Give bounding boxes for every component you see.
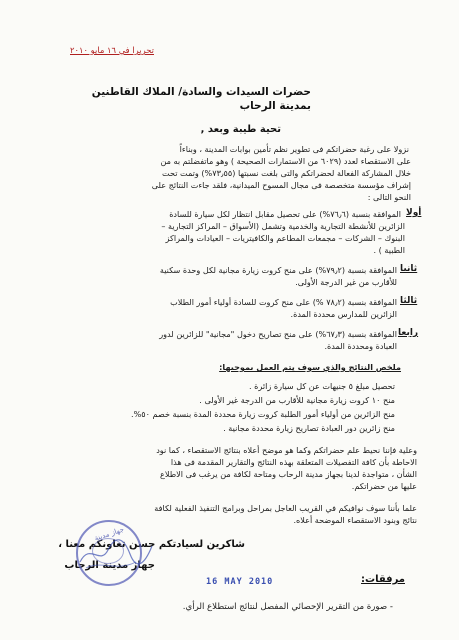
item-line: العبادة ومحددة المدة. <box>324 341 397 351</box>
item-label-first: أولا <box>406 208 422 218</box>
item-line: الزائرين للمدارس محددة المدة. <box>290 309 397 319</box>
closing-line: عليها من حضراتكم. <box>351 481 417 491</box>
handwritten-signature <box>76 532 156 574</box>
intro-line: إشراف مؤسسة متخصصة فى مجال المسوح الميدانية، فلقد جاءت النتائج على <box>151 180 411 190</box>
summary-heading: ملخص النتائج والذي سوف يتم العمل بموجبها: <box>219 362 401 372</box>
greeting: تحية طيبة وبعد , <box>200 124 281 135</box>
signatory: جهاز مدينة الرحاب <box>64 560 155 571</box>
item-line: للأقارب من غير الدرجة الأولى. <box>295 277 397 287</box>
addressee-line-1: حضرات السيدات والسادة/ الملاك القاطنين <box>91 86 311 98</box>
item-line: الزائرين للأنشطة التجارية والخدمية وتشمل (الأسواق – المراكز التجارية – <box>161 221 405 231</box>
closing-line: الشأن ، متواجدة لدينا بجهاز مدينة الرحاب ومتاحة لكافة من يرغب فى الاطلاع <box>160 469 417 479</box>
closing-line: الاحاطة بأن كافة التفصيلات المتعلقة بهذه النتائج والتقارير المقدمة فى هذا <box>170 457 417 467</box>
closing-line: نتائج وبنود الاستقصاء الموضحة أعلاه. <box>293 515 417 525</box>
closing-line: وعلية فإننا نحيط علم حضراتكم وكما هو موضح أعلاه بنتائج الاستقصاء ، كما نود <box>156 445 417 455</box>
intro-line: خلال المشاركة الفعالة لحضراتكم والتى بلغت نسبتها (٧٣٫٥٥%) وتمت تحت <box>162 168 411 178</box>
item-label-second: ثانيا <box>400 264 418 274</box>
summary-point: منح الزائرين من أولياء أمور الطلبة كروت زيارة محددة المدة بنسبة خصم ٥٠%. <box>131 409 395 419</box>
item-line: الموافقة بنسبة (٦٧٫٣%) على منح تصاريح دخول "مجانية" للزائرين لدور <box>159 329 397 339</box>
summary-point: منح زائرين دور العبادة تصاريح زيارة محددة مجانية . <box>223 423 395 433</box>
item-line: البنوك – الشركات – مجمعات المطاعم والكافيتريات – العيادات والمراكز <box>165 233 405 243</box>
closing-line: علما بأننا سوف نوافيكم في القريب العاجل بمراحل وبرامج التنفيذ الفعلية لكافة <box>154 503 417 513</box>
item-line: الموافقة بنسبة (٧٨٫٢ %) على منح كروت للسادة أولياء أمور الطلاب <box>170 297 397 307</box>
thanks-line: شاكرين لسيادتكم حسن تعاونكم معنا ، <box>58 539 245 550</box>
item-line: الموافقة بنسبة (٧٩٫٢%) على منح كروت زيارة مجانية لكل وحدة سكنية <box>159 265 397 275</box>
item-line: الموافقة بنسبة (٧٦٫٦%) على تحصيل مقابل انتظار لكل سيارة للسادة <box>169 209 401 219</box>
date-line: تحريرا في ١٦ مايو ٢٠١٠ <box>70 45 154 55</box>
summary-point: تحصيل مبلغ ٥ جنيهات عن كل سيارة زائرة . <box>249 381 395 391</box>
intro-line: النحو التالى : <box>367 192 411 202</box>
item-label-third: ثالثا <box>400 296 418 306</box>
item-label-fourth: رابعا <box>398 328 419 338</box>
intro-line: على الاستقصاء لعدد (٦٠٢٩ من الاستمارات الصحيحة ) وهو ماتفضلتم به من <box>160 156 411 166</box>
addressee-line-2: بمدينة الرحاب <box>239 100 311 112</box>
attachments-label: مرفقات: <box>361 574 405 585</box>
attachment-item: - صورة من التقرير الإحصائي المفصل لنتائج استطلاع الرأي. <box>182 602 393 612</box>
received-date-stamp: 16 MAY 2010 <box>206 577 274 587</box>
item-line: الطبية ) . <box>373 245 405 255</box>
stamp-text: جهاز مدينة <box>93 525 126 543</box>
summary-point: منح ١٠ كروت زيارة مجانية للأقارب من الدرجة غير الأولى . <box>199 395 395 405</box>
intro-line: نزولا على رغبة حضراتكم فى تطوير نظم تأمين بوابات المدينة ، وبناءاً <box>179 144 409 154</box>
